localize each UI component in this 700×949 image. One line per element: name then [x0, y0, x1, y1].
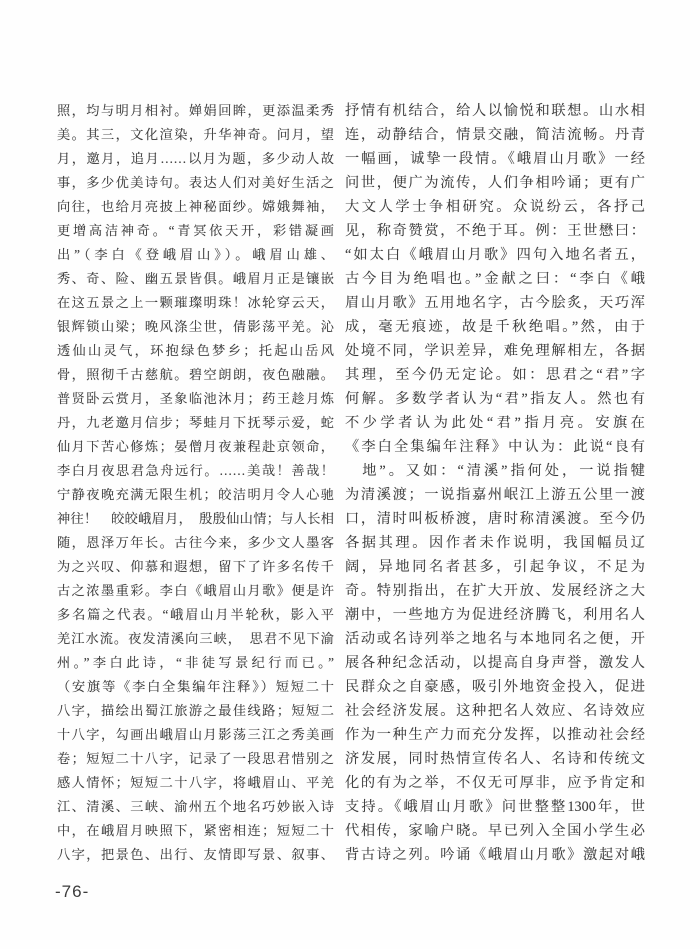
- text-line: 事，多少优美诗句。表达人们对美好生活之: [57, 175, 334, 190]
- text-line: 背古诗之列。吟诵《峨眉山月歌》激起对峨: [345, 847, 645, 863]
- text-line: 抒情有机结合，给人以愉悦和联想。山水相: [345, 103, 645, 119]
- text-line: 其理，至今仍无定论。如：思君之“君”字: [345, 367, 645, 383]
- left-text-column: [57, 99, 334, 867]
- text-line: 口，清时叫板桥渡，唐时称清溪渡。至今仍: [345, 511, 645, 527]
- text-line: 出”（李白《登峨眉山》）。峨眉山雄、: [57, 247, 334, 262]
- text-line: 不少学者认为此处“君”指月亮。安旗在: [345, 415, 645, 431]
- text-line: 八字，描绘出蜀江旅游之最佳线路；短短二: [57, 703, 334, 718]
- text-line: 中，在峨眉月映照下，紧密相连；短短二十: [57, 823, 334, 838]
- text-line: （安旗等《李白全集编年注释》）短短二十: [57, 679, 334, 694]
- text-line: 月，邀月，追月……以月为题，多少动人故: [57, 151, 334, 166]
- text-line: 十八字，勾画出峨眉山月影荡三江之秀美画: [57, 727, 334, 742]
- text-line: 古之浓墨重彩。李白《峨眉山月歌》便是许: [57, 583, 334, 598]
- text-line: 丹，九老邀月信步；琴蛙月下抚琴示爱，蛇: [57, 415, 334, 430]
- text-line: 济发展，同时热情宣传名人、名诗和传统文: [345, 751, 645, 767]
- text-line: 李白月夜思君急舟远行。……美哉！善哉！: [57, 463, 334, 478]
- text-line: 社会经济发展。这种把名人效应、名诗效应: [345, 703, 645, 719]
- text-line: 见，称奇赞赏，不绝于耳。例：王世懋曰：: [345, 223, 645, 239]
- text-line: 民群众之自豪感，吸引外地资金投入，促进: [345, 679, 645, 695]
- text-line: 为之兴叹、仰慕和遐想，留下了许多名传千: [57, 559, 334, 574]
- text-line: 作为一种生产力而充分发挥，以推动社会经: [345, 727, 645, 743]
- text-line: 羌江水流。夜发清溪向三峡， 思君不见下渝: [57, 631, 334, 646]
- text-line: 州。”李白此诗，“非徒写景纪行而已。”: [57, 655, 334, 670]
- text-line: 代相传，家喻户晓。早已列入全国小学生必: [345, 823, 645, 839]
- text-line: 《李白全集编年注释》中认为：此说“良有: [345, 439, 645, 455]
- text-line: 化的有为之举，不仅无可厚非，应予肯定和: [345, 775, 645, 791]
- text-line: 大文人学士争相研究。众说纷云，各抒己: [345, 199, 645, 215]
- text-line: 随，恩泽万年长。古往今来，多少文人墨客: [57, 535, 334, 550]
- text-line: 江、清溪、三峡、渝州五个地名巧妙嵌入诗: [57, 799, 334, 814]
- text-line: 宁静夜晚充满无限生机；皎洁明月令人心驰: [57, 487, 334, 502]
- text-line: 向往，也给月亮披上神秘面纱。嫦娥舞袖，: [57, 199, 334, 214]
- text-line: 处境不同，学识差异，难免理解相左，各据: [345, 343, 645, 359]
- text-line: 展各种纪念活动，以提高自身声誉，激发人: [345, 655, 645, 671]
- text-line: 活动或名诗列举之地名与本地同名之便，开: [345, 631, 645, 647]
- text-line: “如太白《峨眉山月歌》四句入地名者五，: [345, 247, 645, 263]
- text-line: 何解。多数学者认为“君”指友人。然也有: [345, 391, 645, 407]
- text-line: 阔，异地同名者甚多，引起争议，不足为: [345, 559, 645, 575]
- text-line: 仙月下苦心修炼；晏僧月夜兼程赴京领命，: [57, 439, 334, 454]
- text-line: 感人情怀；短短二十八字，将峨眉山、平羌: [57, 775, 334, 790]
- text-line: 连，动静结合，情景交融，简洁流畅。丹青: [345, 127, 645, 143]
- text-line: 一幅画，诚挚一段情。《峨眉山月歌》一经: [345, 151, 645, 167]
- right-text-column: [345, 99, 645, 867]
- text-line: 银辉锁山梁；晚风涤尘世，倩影荡平羌。沁: [57, 319, 334, 334]
- text-line: 各据其理。因作者未作说明，我国幅员辽: [345, 535, 645, 551]
- text-line: 透仙山灵气，环抱绿色梦乡；托起山岳风: [57, 343, 334, 358]
- text-line: 八字，把景色、出行、友情即写景、叙事、: [57, 847, 334, 862]
- text-line: 卷；短短二十八字，记录了一段思君惜别之: [57, 751, 334, 766]
- text-line: 骨，照彻千古慈航。碧空朗朗，夜色融融。: [57, 367, 334, 382]
- text-line: 照，均与明月相衬。婵娟回眸，更添温柔秀: [57, 103, 334, 118]
- text-line: 更增高洁神奇。“青冥依天开，彩错凝画: [57, 223, 334, 238]
- text-line: 为清溪渡；一说指嘉州岷江上游五公里一渡: [345, 487, 645, 503]
- text-line: 在这五景之上一颗璀璨明珠！冰轮穿云天，: [57, 295, 334, 310]
- text-line: 奇。特别指出，在扩大开放、发展经济之大: [345, 583, 645, 599]
- page-number: -76-: [55, 882, 90, 901]
- text-line: 美。其三，文化渲染，升华神奇。问月，望: [57, 127, 334, 142]
- text-line: 多名篇之代表。“峨眉山月半轮秋，影入平: [57, 607, 334, 622]
- text-line: 支持。《峨眉山月歌》问世整整1300年，世: [345, 799, 645, 815]
- text-line: 潮中，一些地方为促进经济腾飞，利用名人: [345, 607, 645, 623]
- text-line: 神往！ 皎皎峨眉月， 殷殷仙山情；与人长相: [57, 511, 334, 526]
- text-line: 眉山月歌》五用地名字，古今脍炙，天巧浑: [345, 295, 645, 311]
- text-line: 问世，便广为流传，人们争相吟诵；更有广: [345, 175, 645, 191]
- text-line: 普贤卧云赏月，圣象临池沐月；药王趁月炼: [57, 391, 334, 406]
- text-line: 地”。又如：“清溪”指何处，一说指犍: [345, 463, 645, 479]
- text-line: 成，毫无痕迹，故是千秋绝唱。”然，由于: [345, 319, 645, 335]
- text-line: 秀、奇、险、幽五景皆俱。峨眉月正是镶嵌: [57, 271, 334, 286]
- text-line: 古今目为绝唱也。”金献之曰：“李白《峨: [345, 271, 645, 287]
